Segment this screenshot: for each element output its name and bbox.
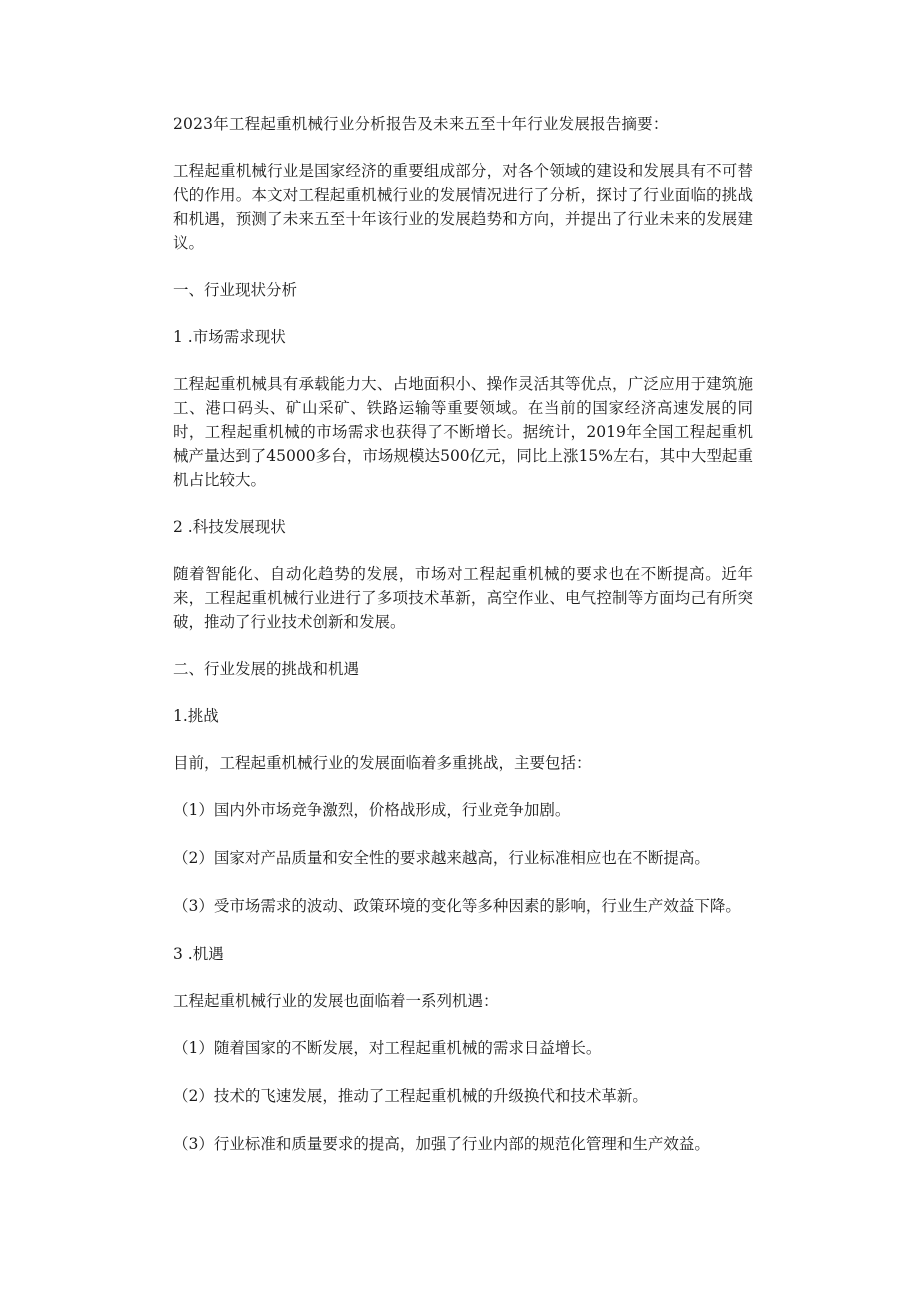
- challenges-intro: 目前，工程起重机械行业的发展面临着多重挑战，主要包括：: [173, 754, 592, 772]
- report-title: 2023年工程起重机械行业分析报告及未来五至十年行业发展报告摘要：: [173, 115, 669, 133]
- challenges-heading: 1.挑战: [173, 707, 219, 725]
- opportunities-intro: 工程起重机械行业的发展也面临着一系列机遇：: [173, 992, 499, 1010]
- opportunities-heading: 3 .机遇: [173, 945, 224, 963]
- opportunity-item-2: （2）技术的飞速发展，推动了工程起重机械的升级换代和技术革新。: [173, 1087, 648, 1105]
- section-1-1-heading: 1 .市场需求现状: [173, 328, 286, 346]
- opportunity-item-3: （3）行业标准和质量要求的提高，加强了行业内部的规范化管理和生产效益。: [173, 1135, 710, 1153]
- section-2-heading: 二、行业发展的挑战和机遇: [173, 660, 360, 678]
- challenge-item-3: （3）受市场需求的波动、政策环境的变化等多种因素的影响，行业生产效益下降。: [173, 897, 741, 915]
- document-body: [173, 112, 753, 1180]
- abstract-paragraph: 工程起重机械行业是国家经济的重要组成部分，对各个领域的建设和发展具有不可替代的作用。本文对工程起重机械行业的发展情况进行了分析，探讨了行业面临的挑战和机遇，预测了未来五至十年该行业的发展趋势和方向，并提出了行业未来的发展建议。: [173, 162, 753, 252]
- opportunity-item-1: （1）随着国家的不断发展，对工程起重机械的需求日益增长。: [173, 1039, 602, 1057]
- challenge-item-2: （2）国家对产品质量和安全性的要求越来越高，行业标准相应也在不断提高。: [173, 849, 710, 867]
- section-1-heading: 一、行业现状分析: [173, 281, 298, 299]
- section-1-2-heading: 2 .科技发展现状: [173, 518, 286, 536]
- tech-development-paragraph: 随着智能化、自动化趋势的发展，市场对工程起重机械的要求也在不断提高。近年来，工程起重机械行业进行了多项技术革新，高空作业、电气控制等方面均己有所突破，推动了行业技术创新和发展。: [173, 565, 753, 631]
- market-demand-paragraph: 工程起重机械具有承载能力大、占地面积小、操作灵活其等优点，广泛应用于建筑施工、港口码头、矿山采矿、铁路运输等重要领域。在当前的国家经济高速发展的同时，工程起重机械的市场需求也获得了不断增长。据统计，2019年全国工程起重机械产量达到了45000多台，市场规模达500亿元，同比上涨15%左右，其中大型起重机占比较大。: [173, 375, 753, 489]
- challenge-item-1: （1）国内外市场竞争激烈，价格战形成，行业竞争加剧。: [173, 801, 571, 819]
